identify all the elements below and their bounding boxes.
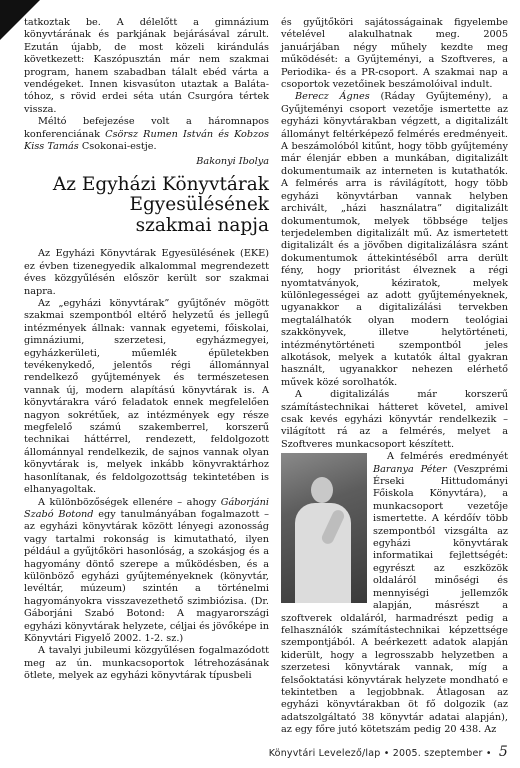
right-column (281, 17, 508, 737)
article-paragraph-2: Az „egyházi könyvtárak” gyűjtőnév mögött szakmai szempontból eltérő helyzetű és jellegű intézmények állnak: vannak egyetemi, főiskolai, gimnáziumi, szerzetesi, egyházmegyei, egyházkerületi, műemlék épületekben tevékenykedő, jelentős régi állománnyal rendelkező gyűjtemények és természetesen vannak új, modern alapítású könyvtárak is. A könyvtárakra váró feladatok ennek megfelelően nagyon sokrétűek, az intézmények egy része megfelelő számú szakemberrel, korszerű technikai háttérrel, rendezett, feldolgozott állománnyal rendelkezik, de sajnos vannak olyan könyvtárak is, melyek inkább könyvraktárhoz hasonlítanak, és feldolgozottság tekintetében is elhanyagoltak. (24, 298, 269, 496)
p3-person-name: Gáborjáni Szabó Botond (24, 496, 269, 520)
journal-name: Könyvtári Levelező/lap (268, 748, 381, 759)
article-paragraph-4: A tavalyi jubileumi közgyűlésen fogalmazódott meg az ún. munkacsoportok létrehozásának ötlete, melyek az egyházi könyvtárak típusbeli (24, 645, 269, 682)
title-line-1: Az Egyházi Könyvtárak (52, 173, 269, 195)
p2-person-name: Berecz Ágnes (295, 91, 370, 103)
author-signature: Bakonyi Ibolya (196, 156, 269, 168)
intro-paragraph: tatkoztak be. A délelőtt a gimnázium könyvtárának és parkjának bejárásával zárult. Ezután újabb, de most közeli kirándulás következett: Kaszópusztán már nem szakmai program, hanem szabadban tálalt ebéd várta a vendégeket. Innen kisvasúton utaztak a Baláta-tóhoz, s rövid erdei séta után Csurgóra tértek vissza. (24, 17, 269, 115)
issue-date: 2005. szeptember (392, 748, 483, 759)
right-paragraph-3: A digitalizálás már korszerű számítástechnikai hátteret követel, amivel csak kevés egyházi könyvtár rendelkezik – világított rá az a felmérés, melyet a Szoftveres munkacsoport készített. (281, 389, 508, 450)
concert-text-b: Csokonai-estje. (78, 141, 157, 153)
title-line-3: szakmai napja (135, 214, 269, 236)
right-paragraph-1: és gyűjtőköri sajátosságainak figyelembe vételével alakulhatnak meg. 2005 januárjában négy műhely kezdte meg működését: a Gyűjteményi, a Szoftveres, a Periodika- és a PR-csoport. A szakmai nap a csoportok vezetőinek beszámolóival indult. (281, 17, 508, 91)
right-paragraph-2 (281, 91, 508, 389)
page-number: 5 (498, 744, 508, 760)
p4-text-a: A felmérés eredményét (387, 451, 508, 463)
p2-text: (Ráday Gyűjtemény), a Gyűjteményi csoport vezetője ismertette az egyházi könyvtárakban végzett, a digitalizált állományt feltérképező felmérés eredményeit. A beszámolóból kitűnt, hogy több gyűjtemény már élenjár ebben a munkában, digitalizált dokumentumaik az interneten is kutathatók. A felmérés arra is rávilágított, hogy több egyházi könyvtárban vannak helyben archivált, „házi használatra” digitalizált dokumentumok, melyek többsége teljes terjedelemben digitalizált mű. Az ismertetett digitalizált és a jövőben digitalizálásra szánt dokumentumok áttekintéséből arra derült fény, hogy prioritást élveznek a régi nyomtatványok, kéziratok, melyek különlegességei az adott gyűjteményeknek, ugyanakkor a digitalizálási tervekben megtalálhatók olyan modern teológiai szakkönyvek, illetve helytörténeti, intézménytörténeti szempontból jeles alkotások, melyek a kutatók által gyakran használt, ugyanakkor nehezen elérhető művek közé sorolhatók. (281, 91, 509, 388)
concert-performers: Csörsz Rumen István és Kobzos Kiss Tamás (24, 128, 269, 153)
footer-bullet-1: • (383, 748, 390, 759)
p3-text-b: egy tanulmányában fogalmazott – az egyházi könyvtárak között lényegi azonosság vagy tartalmi rokonság is kimutatható, ilyen például a gyűjtőköri hasonlóság, a szokásjog és a hagyomány döntő szerepe a működésben, és a különböző egyházi gyűjteményeknek (könyvtár, levéltár, múzeum) szintén a történelmi hagyományokra visszavezethető szimbiózisa. (Dr. Gáborjáni Szabó Botond: A magyarországi egyházi könyvtárak helyzete, céljai és jövőképe in Könyvtári Figyelő 2002. 1-2. sz.) (24, 508, 269, 644)
page-footer (269, 744, 508, 760)
concert-text-a: Méltó befejezése volt a háromnapos konferenciának (24, 116, 269, 140)
p4-text-b: (Veszprémi Érseki Hittudományi Főiskola Könyvtára), a munkacsoport vezetője ismertette. A kérdőív több szempontból vizsgálta az egyházi könyvtárak informatikai fejlettségét: egyrészt az eszközök oldaláról minőségi és mennyiségi jellemzők alapján, másrészt a szoftverek oldaláról, harmadrészt pedig a felhasználók számítástechnikai képzettsége szempontjából. A beérkezett adatok alapján kiderült, hogy a legrosszabb helyzetben a szerzetesi könyvtárak vannak, míg a felsőoktatási könyvtárak helyzete mondható e tekintetben a legjobbnak. Átlagosan az egyházi könyvtárakban öt fő dolgozik (az adatszolgáltató 38 könyvtár adatai alapján), az egy főre jutó kötetszám pedig 20 438. Az (281, 463, 508, 736)
speaker-photo (281, 453, 367, 603)
p3-text-a: A különbözőségek ellenére – ahogy (38, 496, 221, 508)
article-title (24, 175, 269, 237)
article-paragraph-3 (24, 497, 269, 646)
p4-person-name: Baranya Péter (373, 463, 447, 475)
article-paragraph-1: Az Egyházi Könyvtárak Egyesülésének (EKE) ez évben tizenegyedik alkalommal megrendezett éves közgyűlésén először került sor szakmai napra. (24, 248, 269, 297)
concert-paragraph (24, 116, 269, 153)
photo-person-head (311, 477, 333, 503)
title-line-2: Egyesülésének (129, 194, 269, 216)
footer-bullet-2: • (485, 748, 492, 759)
left-column (24, 17, 269, 683)
